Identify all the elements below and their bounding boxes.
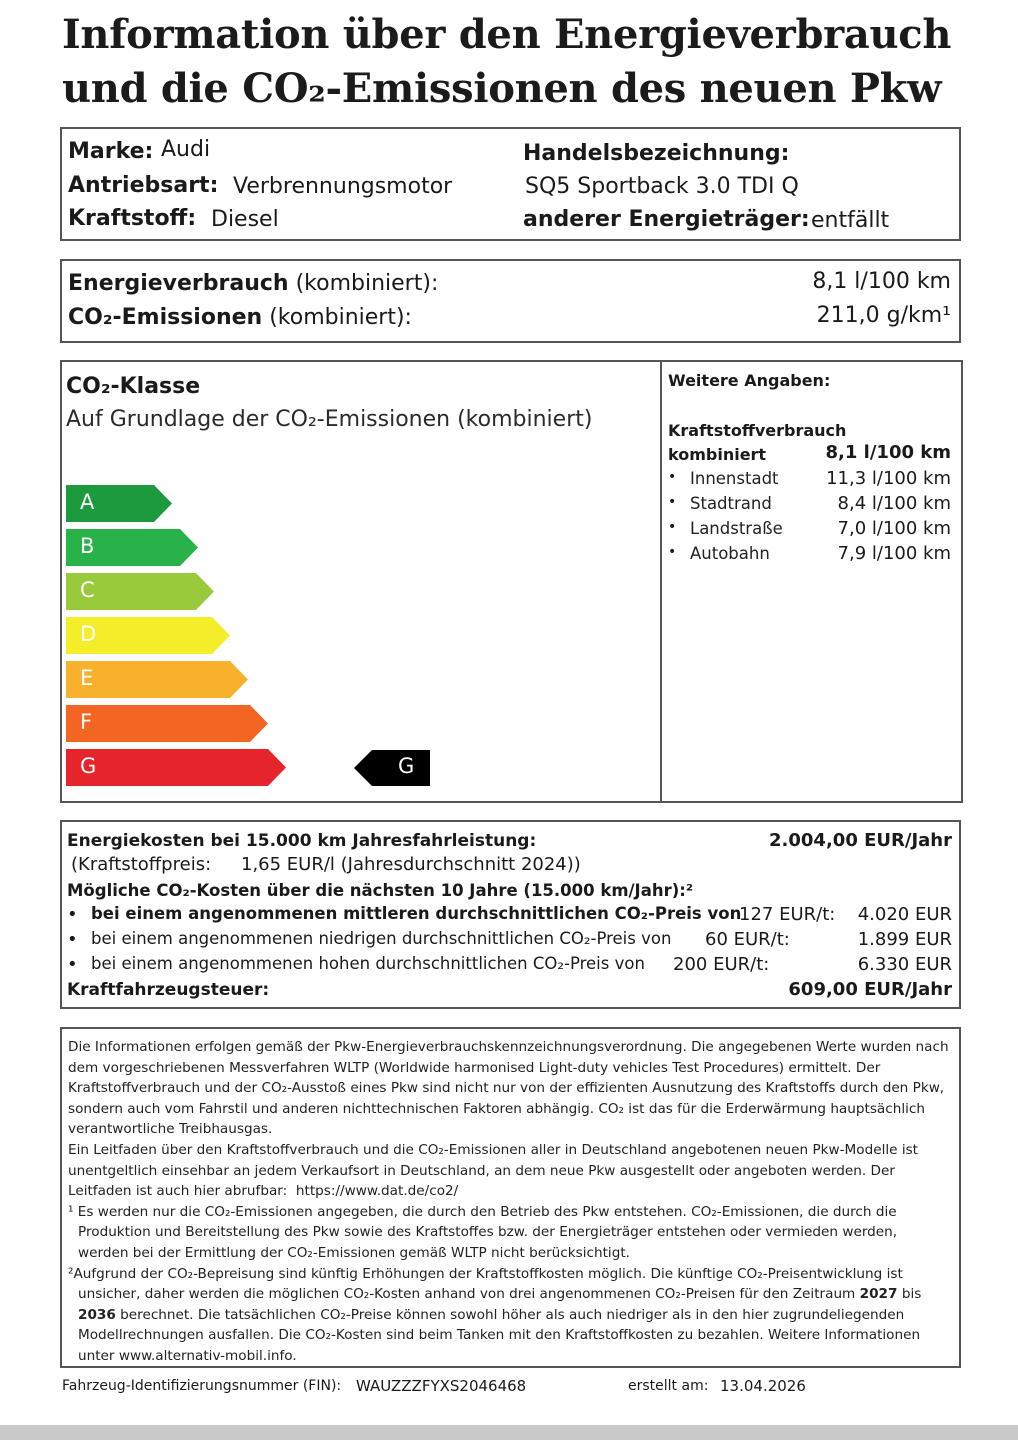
fin-value: WAUZZZFYXS2046468 xyxy=(356,1377,527,1395)
co2-class-arrow-e xyxy=(66,661,248,698)
title-line-1: Information über den Energieverbrauch xyxy=(62,11,952,58)
co2-kosten-label: Mögliche CO₂-Kosten über die nächsten 10 Jahre (15.000 km/Jahr):² xyxy=(67,881,694,900)
marke-label: Marke: xyxy=(68,139,154,164)
co2-class-divider xyxy=(660,360,662,803)
kombiniert-label: kombiniert xyxy=(668,445,767,464)
weitere-item-value: 8,4 l/100 km xyxy=(837,493,951,514)
erstellt-value: 13.04.2026 xyxy=(720,1377,806,1395)
kombiniert-value: 8,1 l/100 km xyxy=(825,442,951,463)
antriebsart-label: Antriebsart: xyxy=(68,173,219,198)
bullet: • xyxy=(67,904,78,925)
bullet: • xyxy=(668,469,677,485)
kfz-steuer-value: 609,00 EUR/Jahr xyxy=(788,979,952,1000)
antriebsart-value: Verbrennungsmotor xyxy=(233,174,453,199)
niedrig-label: bei einem angenommenen niedrigen durchschnittlichen CO₂-Preis von xyxy=(91,929,672,948)
mittel-value: 4.020 EUR xyxy=(857,904,952,925)
weitere-item-value: 7,0 l/100 km xyxy=(837,518,951,539)
kfz-steuer-row xyxy=(67,979,952,1000)
weitere-item-value: 11,3 l/100 km xyxy=(826,468,951,489)
note-paragraph-1: Die Informationen erfolgen gemäß der Pkw-Energieverbrauchskennzeichnungsverordnung. Die angegebenen Werte wurden nach dem vorgeschriebenen Messverfahren WLTP (Worldwide harmonised Light-duty vehicles Test Procedures) ermittelt. Der Kraftstoffverbrauch und der CO₂-Ausstoß eines Pkw sind nicht nur von der effizienten Ausnutzung des Kraftstoffs durch den Pkw, sondern auch vom Fahrstil und anderen nichttechnischen Faktoren abhängig. CO₂ ist das für die Erderwärmung hauptsächlich verantwortliche Treibhausgas. xyxy=(68,1039,949,1138)
handelsbezeichnung-label: Handelsbezeichnung: xyxy=(523,141,790,166)
co2-class-letter: A xyxy=(80,490,95,514)
weitere-item-value: 7,9 l/100 km xyxy=(837,543,951,564)
co2-class-arrow-f xyxy=(66,705,268,742)
co2-class-letter: F xyxy=(80,710,93,734)
vehicle-info-box xyxy=(60,127,961,241)
hoch-label: bei einem angenommenen hohen durchschnittlichen CO₂-Preis von xyxy=(91,954,645,973)
energiekosten-row xyxy=(67,830,952,851)
anderer-energietraeger-value: entfällt xyxy=(811,208,890,233)
co2-class-arrow-c xyxy=(66,573,214,610)
title-line-2: und die CO₂-Emissionen des neuen Pkw xyxy=(62,65,942,112)
energieverbrauch-label: Energieverbrauch (kombiniert): xyxy=(68,271,439,296)
weitere-item-label: Landstraße xyxy=(690,519,783,538)
fin-label: Fahrzeug-Identifizierungsnummer (FIN): xyxy=(62,1378,342,1394)
energieverbrauch-value: 8,1 l/100 km xyxy=(812,269,951,294)
co2-klasse-subheading: Auf Grundlage der CO₂-Emissionen (kombiniert) xyxy=(66,407,593,432)
page-title xyxy=(62,8,951,116)
leitfaden-link[interactable]: https://www.dat.de/co2/ xyxy=(295,1183,459,1200)
co2-class-letter: E xyxy=(80,666,94,690)
mittel-price: 127 EUR/t: xyxy=(739,904,836,925)
marke-value: Audi xyxy=(161,137,211,162)
anderer-energietraeger-label: anderer Energieträger: xyxy=(523,207,810,232)
niedrig-price: 60 EUR/t: xyxy=(705,929,790,950)
notes-box xyxy=(60,1027,961,1368)
co2-class-arrow-g xyxy=(66,749,286,786)
co2-emissionen-label: CO₂-Emissionen (kombiniert): xyxy=(68,305,412,330)
co2-class-indicator xyxy=(354,750,430,786)
consumption-box xyxy=(60,259,961,343)
footnote-1: ¹ Es werden nur die CO₂-Emissionen angegeben, die durch den Betrieb des Pkw entstehen. CO₂-Emissionen, die durch die Produktion und Bereitstellung des Pkw sowie des Kraftstoffes bzw. der Energieträger entstehen oder vermieden werden, werden bei der Ermittlung der CO₂-Emissionen gemäß WLTP nicht berücksichtigt. xyxy=(68,1203,898,1261)
hoch-value: 6.330 EUR xyxy=(857,954,952,975)
weitere-item-label: Autobahn xyxy=(690,544,770,563)
weitere-angaben-heading: Weitere Angaben: xyxy=(668,371,831,390)
kfz-steuer-label: Kraftfahrzeugsteuer: xyxy=(67,980,270,1000)
niedrig-value: 1.899 EUR xyxy=(857,929,952,950)
bullet: • xyxy=(67,954,78,975)
weitere-item-label: Stadtrand xyxy=(690,494,772,513)
handelsbezeichnung-value: SQ5 Sportback 3.0 TDI Q xyxy=(525,174,799,199)
footnote-2: ²Aufgrund der CO₂-Bepreisung sind künftig Erhöhungen der Kraftstoffkosten möglich. Die künftige CO₂-Preisentwicklung ist unsicher, daher werden die möglichen CO₂-Kosten anhand von drei angenommenen CO₂-Preisen für den Zeitraum 2027 bis 2036 berechnet. Die tatsächlichen CO₂-Preise können sowohl höher als auch niedriger als in den hier zugrundeliegenden Modellrechnungen ausfallen. Die CO₂-Kosten sind beim Tanken mit den Kraftstoffkosten zu bezahlen. Weitere Informationen unter www.alternativ-mobil.info. xyxy=(68,1265,922,1364)
co2-emissionen-value: 211,0 g/km¹ xyxy=(816,303,951,328)
co2-class-arrow-a xyxy=(66,485,172,522)
bullet: • xyxy=(668,519,677,535)
bullet: • xyxy=(668,494,677,510)
mittel-label: bei einem angenommenen mittleren durchschnittlichen CO₂-Preis von xyxy=(91,904,742,923)
co2-class-letter: G xyxy=(80,754,97,778)
co2-class-letter: C xyxy=(80,578,95,602)
note-paragraph-2: Ein Leitfaden über den Kraftstoffverbrauch und die CO₂-Emissionen aller in Deutschland angebotenen neuen Pkw-Modelle ist unentgeltlich einsehbar an jedem Verkaufsort in Deutschland, an dem neue Pkw ausgestellt oder angeboten werden. Der Leitfaden ist auch hier abrufbar: https://www.dat.de/co2/ xyxy=(68,1141,919,1200)
kraftstoffpreis-value: 1,65 EUR/l (Jahresdurchschnitt 2024)) xyxy=(241,854,581,875)
co2-class-indicator-letter: G xyxy=(398,754,415,778)
co2-kosten-row xyxy=(67,880,952,901)
bullet: • xyxy=(67,929,78,950)
energiekosten-label: Energiekosten bei 15.000 km Jahresfahrleistung: xyxy=(67,831,537,851)
kraftstoffverbrauch-label: Kraftstoffverbrauch xyxy=(668,421,847,440)
co2-class-arrow-d xyxy=(66,617,230,654)
co2-klasse-heading: CO₂-Klasse xyxy=(66,374,201,399)
kraftstoff-label: Kraftstoff: xyxy=(68,206,197,231)
kraftstoff-value: Diesel xyxy=(211,207,279,232)
energiekosten-value: 2.004,00 EUR/Jahr xyxy=(769,830,952,851)
bottom-bar xyxy=(0,1425,1018,1440)
co2-class-arrow-b xyxy=(66,529,198,566)
bullet: • xyxy=(668,544,677,560)
weitere-item-label: Innenstadt xyxy=(690,469,779,488)
erstellt-label: erstellt am: xyxy=(628,1378,709,1394)
kraftstoffpreis-prefix: (Kraftstoffpreis: xyxy=(71,854,212,875)
co2-class-letter: B xyxy=(80,534,95,558)
co2-class-letter: D xyxy=(80,622,97,646)
hoch-price: 200 EUR/t: xyxy=(673,954,770,975)
